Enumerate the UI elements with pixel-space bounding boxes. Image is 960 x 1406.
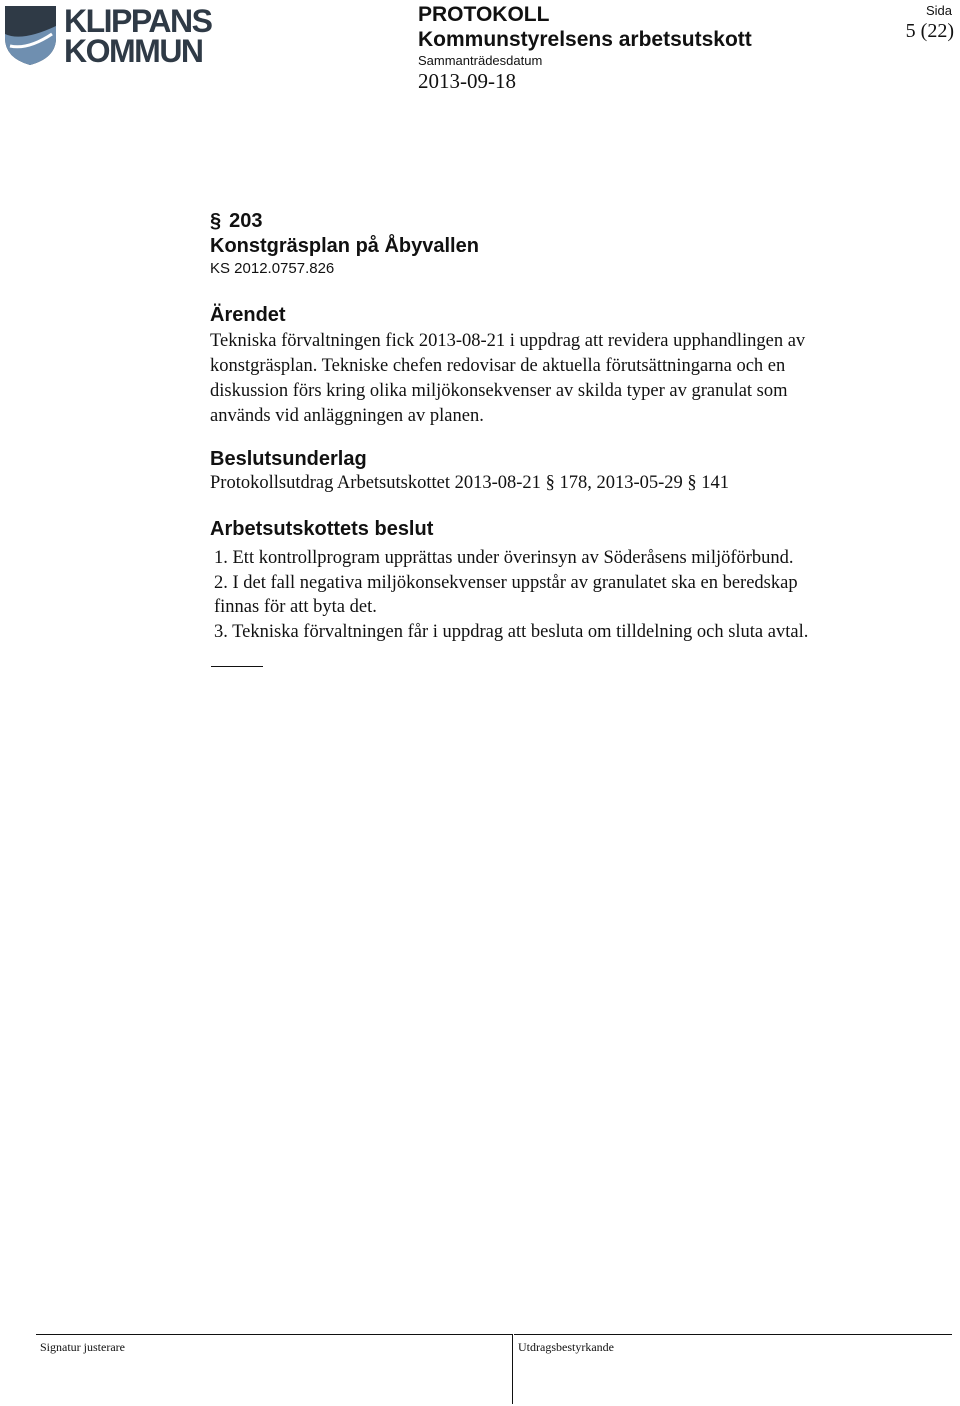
decision-item: finnas för att byta det. [214,597,377,617]
paragraph-number [210,210,263,233]
underlag-part-a: Protokollsutdrag Arbetsutskottet 2013-08-21 [210,473,541,493]
coat-of-arms-icon [2,4,60,66]
case-number: KS 2012.0757.826 [210,260,335,277]
arendet-text [210,329,930,429]
decision-item: 3. Tekniska förvaltningen får i uppdrag att besluta om tilldelning och sluta avtal. [214,621,809,642]
committee-name: Kommunstyrelsens arbetsutskott [418,28,752,51]
beslutsunderlag-text [210,473,729,494]
meeting-date: 2013-09-18 [418,69,516,93]
section-mark: § [545,473,555,493]
footer-rule-right [514,1334,952,1335]
underlag-part-b: 178, 2013-05-29 [559,473,683,493]
logo-text-line1: KLIPPANS [64,3,212,39]
item-number: 203 [229,210,263,232]
heading-arendet: Ärendet [210,304,286,326]
logo-text-line2: KOMMUN [64,33,203,69]
end-of-item-rule [211,666,263,667]
decision-item: 1. Ett kontrollprogram upprättas under överinsyn av Söderåsens miljöförbund. [214,548,794,568]
arendet-line: Tekniska förvaltningen fick 2013-08-21 i uppdrag att revidera upphandlingen av [210,331,806,351]
section-mark: § [687,473,697,493]
page-label: Sida [925,3,952,18]
arendet-line: konstgräsplan. Tekniske chefen redovisar de aktuella förutsättningarna och en [210,356,786,376]
municipality-logo [2,3,217,69]
document-title: PROTOKOLL [418,3,550,26]
arendet-line: diskussion förs kring olika miljökonsekvenser av skilda typer av granulat som [210,381,788,401]
decision-list [214,546,934,644]
footer-divider [512,1334,513,1404]
signature-label: Signatur justerare [40,1340,125,1354]
heading-beslut: Arbetsutskottets beslut [210,518,434,540]
page-number: 5 (22) [905,20,954,42]
extract-certification-label: Utdragsbestyrkande [518,1340,614,1354]
section-mark: § [210,210,222,232]
decision-item: 2. I det fall negativa miljökonsekvenser uppstår av granulatet ska en beredskap [214,572,798,593]
footer-rule-left [36,1334,512,1335]
heading-beslutsunderlag: Beslutsunderlag [210,448,367,470]
underlag-part-c: 141 [701,473,730,493]
item-title: Konstgräsplan på Åbyvallen [210,235,479,257]
arendet-line: används vid anläggningen av planen. [210,406,484,426]
meeting-date-label: Sammanträdesdatum [418,53,543,68]
